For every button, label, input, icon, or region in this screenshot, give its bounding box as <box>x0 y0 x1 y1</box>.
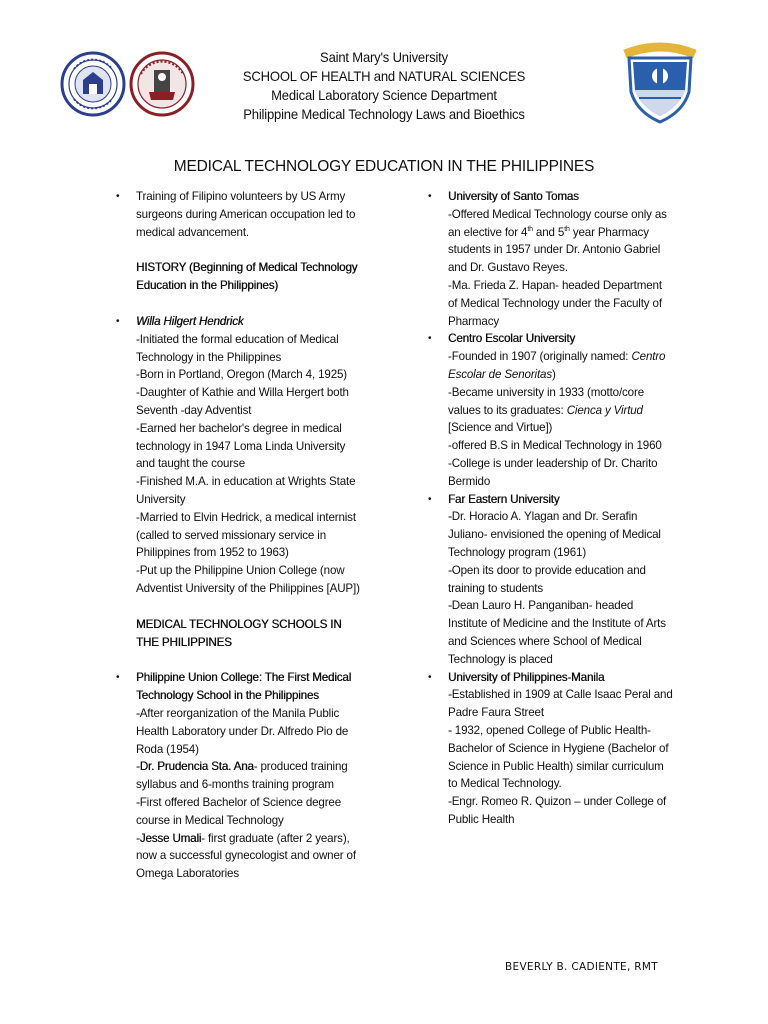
section-heading: MEDICAL TECHNOLOGY SCHOOLS IN THE PHILIPPINES <box>136 617 342 649</box>
university-name: Saint Mary's University <box>320 50 448 65</box>
left-column <box>116 188 376 883</box>
document-header <box>207 48 560 124</box>
bullet-icon: • <box>428 493 432 505</box>
list-item: • Philippine Union College: The First Medical Technology School in the Philippines -After reorganization of the Manila Public Health Laboratory under Dr. Alfredo Pio de Roda (1954) -Dr. Prudencia Sta. Ana- produced training syllabus and 6-months training program -First offered Bachelor of Science degree course in Medical Technology -Jesse Umali- first graduate (after 2 years), now a successful gynecologist and owner of Omega Laboratories <box>116 671 356 881</box>
bullet-icon: • <box>116 191 120 202</box>
section-heading: HISTORY (Beginning of Medical Technology Education in the Philippines) <box>136 261 358 293</box>
school-seal-logo <box>129 44 195 124</box>
list-item: • Willa Hilgert Hendrick -Initiated the formal education of Medical Technology in the Philippines -Born in Portland, Oregon (March 4, 1925) -Daughter of Kathie and Willa Hergert both Seventh -day Adventist -Earned her bachelor's degree in medical technology in 1947 Loma Linda University and taught the course -Finished M.A. in education at Wrights State University -Married to Elvin Hedrick, a medical internist (called to served missionary service in Philippines from 1952 to 1963) -Put up the Philippine Union College (now Adventist University of the Philippines [AUP]) <box>116 313 376 598</box>
bullet-icon: • <box>116 315 120 327</box>
school-title: Far Eastern University <box>448 492 560 506</box>
list-item: • University of Santo Tomas -Offered Medical Technology course only as an elective for 4th and 5th year Pharmacy students in 1957 under Dr. Antonio Gabriel and Dr. Gustavo Reyes. -Ma. Frieda Z. Hapan- headed Department of Medical Technology under the Faculty of Pharmacy <box>428 188 690 330</box>
university-seal-logo <box>60 44 126 124</box>
school-title: Centro Escolar University <box>448 332 576 346</box>
list-item: • Far Eastern University -Dr. Horacio A. Ylagan and Dr. Serafin Juliano- envisioned the opening of Medical Technology program (1961) -Open its door to provide education and training to students -Dean Lauro H. Panganiban- headed Institute of Medicine and the Institute of Arts and Sciences where School of Medical Technology is placed <box>428 491 690 669</box>
bullet-icon: • <box>428 333 432 345</box>
list-item: • University of Philippines-Manila -Established in 1909 at Calle Isaac Peral and Padre Faura Street - 1932, opened College of Public Health- Bachelor of Science in Hygiene (Bachelor of Science in Public Health) similar curriculum to Medical Technology. -Engr. Romeo R. Quizon – under College of Public Health <box>428 669 690 829</box>
author-footer: BEVERLY B. CADIENTE, RMT <box>505 961 658 973</box>
course-name: Philippine Medical Technology Laws and Bioethics <box>243 107 525 122</box>
department-name: Medical Laboratory Science Department <box>271 88 497 103</box>
school-title: University of Philippines-Manila <box>448 670 605 684</box>
list-item: • Centro Escolar University -Founded in 1907 (originally named: Centro Escolar de Senoritas) -Became university in 1933 (motto/core values to its graduates: Cienca y Virtud [Science and Virtue]) -offered B.S in Medical Technology in 1960 -College is under leadership of Dr. Charito Bermido <box>428 330 690 490</box>
right-column <box>428 188 690 829</box>
document-title: MEDICAL TECHNOLOGY EDUCATION IN THE PHILIPPINES <box>173 158 595 175</box>
bullet-icon: • <box>428 671 432 683</box>
person-name: Willa Hilgert Hendrick <box>136 314 244 328</box>
list-item: • Training of Filipino volunteers by US Army surgeons during American occupation led to medical advancement. <box>116 190 356 239</box>
bullet-icon: • <box>428 191 432 202</box>
school-title: University of Santo Tomas <box>448 190 579 203</box>
bullet-icon: • <box>116 672 120 684</box>
school-name: SCHOOL OF HEALTH and NATURAL SCIENCES <box>242 69 526 84</box>
department-shield-logo <box>617 40 703 124</box>
